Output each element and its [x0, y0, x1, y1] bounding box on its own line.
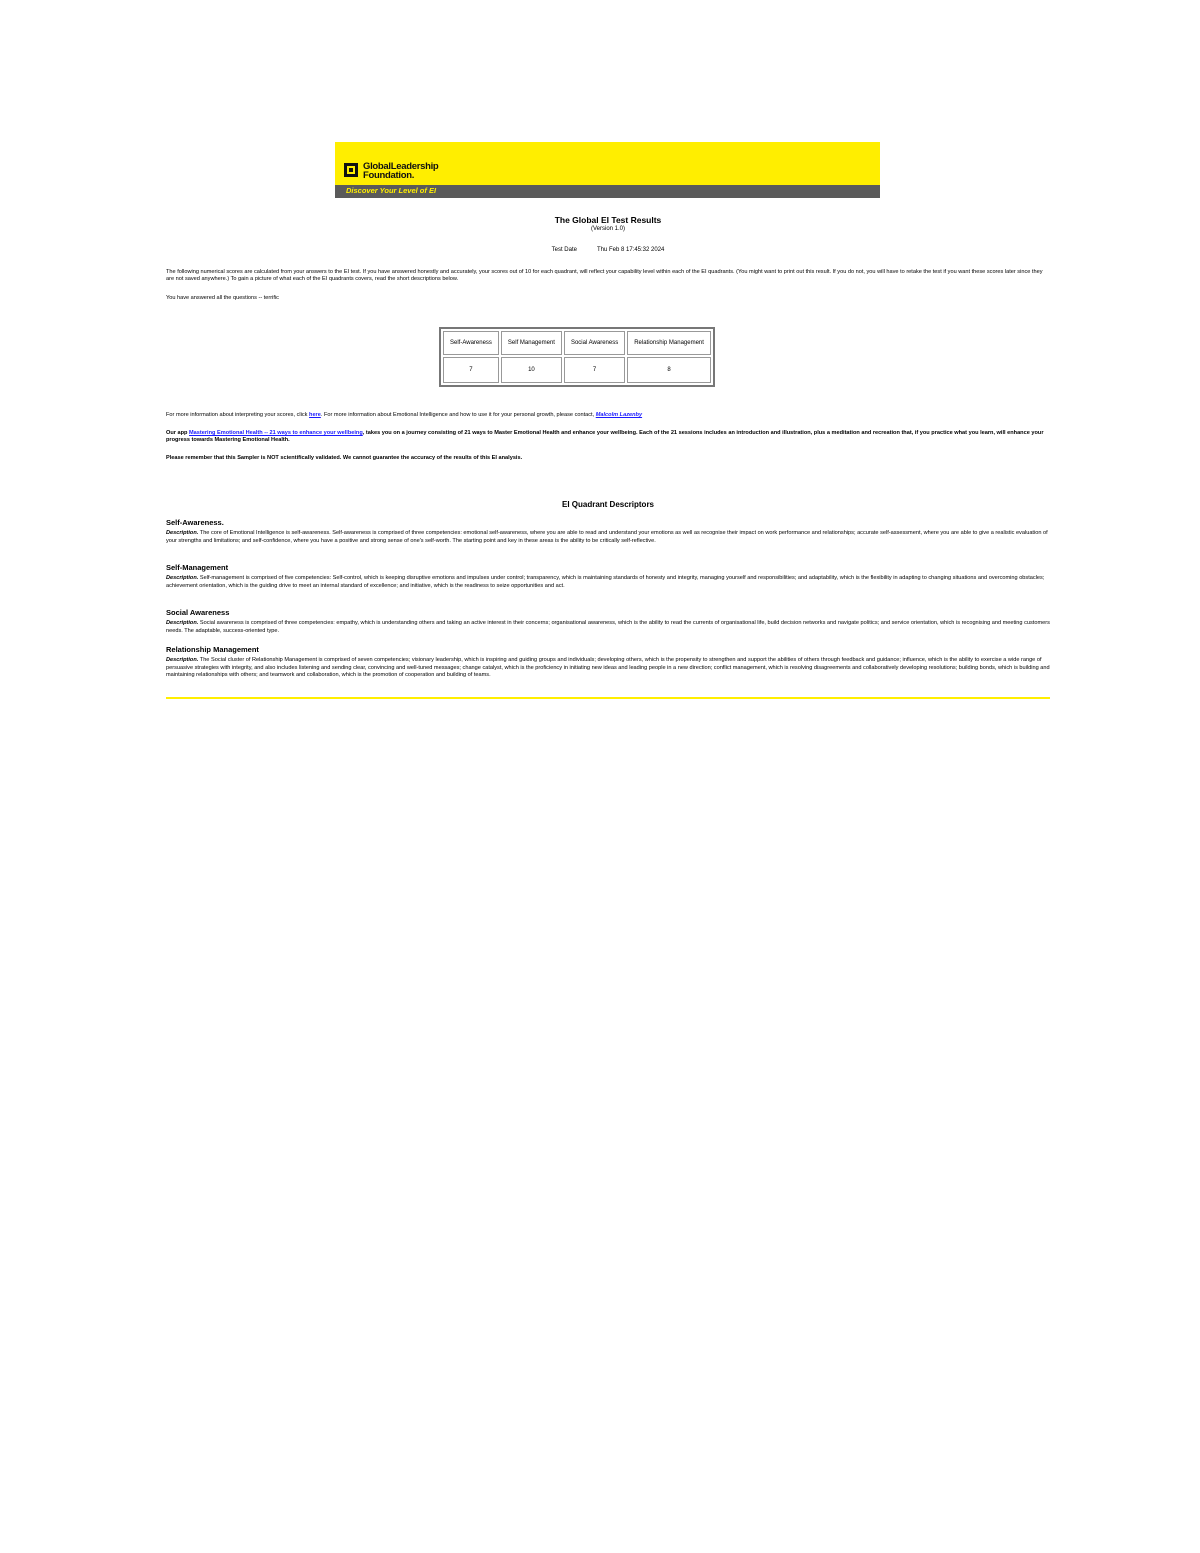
app-text-2: , takes you on a journey consisting of 21 ways to Master Emotional Health and enhance your wellbeing. Each of the 21 sessions includes an introduction and illustration, plus a meditation and recreation that, if you practice what you learn, will enhance your progress towards Mastering Emotional Health. — [166, 430, 1044, 443]
info-text-2: . For more information about Emotional Intelligence and how to use it for your personal growth, please contact, — [320, 412, 595, 418]
score-value-social-awareness: 7 — [564, 357, 625, 383]
test-date-value: Thu Feb 8 17:45:32 2024 — [596, 247, 665, 253]
test-date-label: Test Date — [551, 247, 577, 253]
quadrant-heading-self-awareness: Self-Awareness. — [166, 518, 224, 527]
score-value-relationship-management: 8 — [627, 357, 711, 383]
org-name-line2: Foundation. — [363, 170, 415, 181]
scores-header-row — [443, 331, 711, 355]
answered-status: You have answered all the questions -- terrific — [166, 295, 279, 301]
app-text-1: Our app — [166, 430, 188, 436]
scores-value-row — [443, 357, 711, 383]
quadrant-text: The Social cluster of Relationship Management is comprised of seven competencies; visionary leadership, which is inspiring and guiding groups and individuals; developing others, which is the propensity to strengthen and support the abilities of others through feedback and guidance; influence, which is the ability to exercise a wide range of persuasive strategies with integrity, and also includes listening and sending clear, convincing and well-tuned messages; change catalyst, which is the proficiency in initiating new ideas and leading people in a new direction; conflict management, which is resolving disagreements and collaboratively developing resolutions; building bonds, which is building and maintaining relationships with others; and teamwork and collaboration, which is the promotion of cooperation and building of teams. — [166, 657, 1050, 678]
description-label: Description. — [166, 657, 199, 663]
scores-table — [439, 327, 715, 387]
org-name-line1: GlobalLeadership — [363, 161, 439, 172]
quadrant-text: Self-management is comprised of five competencies: Self-control, which is keeping disruptive emotions and impulses under control; transparency, which is maintaining standards of honesty and integrity, managing yourself and responsibilities; and adaptability, which is the flexibility in adapting to changing situations and overcoming obstacles; achievement orientation, which is the guiding drive to meet an internal standard of excellence; and initiative, which is the readiness to seize opportunities and act. — [166, 575, 1045, 589]
quadrant-desc-relationship-management — [166, 657, 1050, 680]
score-header-social-awareness: Social Awareness — [564, 331, 625, 355]
banner-tagline-bar — [335, 185, 880, 198]
app-paragraph — [166, 430, 1050, 444]
interpret-scores-link[interactable]: here — [309, 412, 321, 418]
app-link[interactable]: Mastering Emotional Health -- 21 ways to enhance your wellbeing — [189, 430, 363, 436]
description-label: Description. — [166, 575, 199, 581]
banner-tagline: Discover Your Level of EI — [346, 186, 437, 195]
quadrant-heading-social-awareness: Social Awareness — [166, 608, 230, 617]
score-header-self-management: Self Management — [501, 331, 562, 355]
score-value-self-awareness: 7 — [443, 357, 499, 383]
quadrant-heading-relationship-management: Relationship Management — [166, 645, 259, 654]
score-value-self-management: 10 — [501, 357, 562, 383]
quadrant-desc-social-awareness — [166, 620, 1050, 635]
score-header-relationship-management: Relationship Management — [627, 331, 711, 355]
disclaimer: Please remember that this Sampler is NOT scientifically validated. We cannot guarantee the accuracy of the results of this EI analysis. — [166, 455, 523, 461]
quadrant-text: The core of Emotional Intelligence is self-awareness. Self-awareness is comprised of three competencies: emotional self-awareness, where you are able to read and understand your emotions as well as recognise their impact on work performance and relationships; accurate self-assessment, where you are able to give a realistic evaluation of your strengths and limitations; and self-confidence, where you have a positive and strong sense of one's self-worth. The starting point and key in these areas is the ability to be critically self-reflective. — [166, 530, 1048, 544]
contact-link[interactable]: Malcolm Lazenby — [595, 412, 643, 418]
intro-paragraph: The following numerical scores are calculated from your answers to the EI test. If you have answered honestly and accurately, your scores out of 10 for each quadrant, will reflect your capability level within each of the EI quadrants. (You might want to print out this result. If you do not, you will have to retake the test if you want these scores later since they are not saved anywhere.) To gain a picture of what each of the EI quadrants covers, read the short descriptions below. — [166, 269, 1043, 282]
description-label: Description. — [166, 530, 199, 536]
score-header-self-awareness: Self-Awareness — [443, 331, 499, 355]
quadrant-heading-self-management: Self-Management — [166, 563, 229, 572]
banner-logo-area — [335, 142, 880, 185]
descriptors-title: EI Quadrant Descriptors — [561, 500, 655, 509]
bottom-divider — [166, 697, 1050, 699]
logo-square-icon — [344, 163, 358, 177]
quadrant-text: Social awareness is comprised of three competencies: empathy, which is understanding others and taking an active interest in their concerns; organisational awareness, which is the ability to read the currents of organisational life, build decision networks and navigate politics; and service orientation, which is recognising and meeting customers needs. The adaptable, success-oriented type. — [166, 620, 1050, 634]
info-text-1: For more information about interpreting your scores, click — [166, 412, 308, 418]
org-logo-text — [363, 162, 438, 180]
version-label: (Version 1.0) — [590, 226, 626, 232]
header-banner — [335, 142, 880, 198]
description-label: Description. — [166, 620, 199, 626]
info-paragraph — [166, 412, 1050, 419]
test-date — [166, 247, 1050, 253]
page-title: The Global EI Test Results — [554, 215, 662, 225]
quadrant-desc-self-awareness — [166, 530, 1050, 545]
quadrant-desc-self-management — [166, 575, 1050, 590]
